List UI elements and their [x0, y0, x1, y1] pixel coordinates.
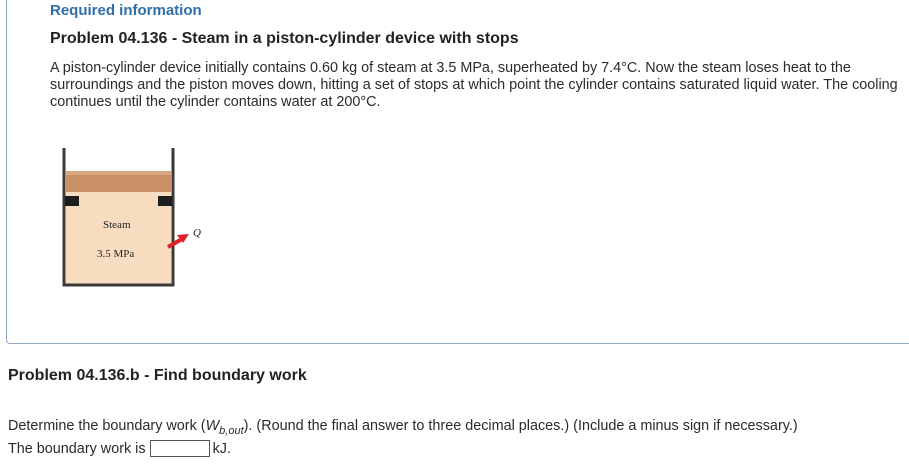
required-info-heading: Required information — [50, 2, 202, 19]
right-stop — [158, 196, 172, 206]
question-prefix: Determine the boundary work ( — [8, 418, 206, 434]
piston-cylinder-figure — [56, 146, 216, 291]
work-subscript: b,out — [219, 424, 244, 437]
part-title: Problem 04.136.b - Find boundary work — [8, 367, 307, 384]
answer-unit: kJ. — [212, 440, 231, 457]
problem-title: Problem 04.136 - Steam in a piston-cylinder device with stops — [50, 30, 519, 47]
piston-highlight — [66, 171, 171, 175]
steam-region — [66, 192, 171, 284]
left-stop — [65, 196, 79, 206]
question-suffix: ). (Round the final answer to three decimal places.) (Include a minus sign if necessary.) — [243, 418, 798, 434]
steam-label: Steam — [103, 219, 131, 231]
question-text — [8, 418, 798, 437]
answer-line — [8, 440, 231, 457]
boundary-work-input[interactable] — [150, 440, 210, 457]
problem-description: A piston-cylinder device initially contains 0.60 kg of steam at 3.5 MPa, superheated by 7.4°C. Now the steam loses heat to the surroundings and the piston moves down, hitting a set of stops at which point the cylinder contains saturated liquid water. The cooling continues until the cylinder contains water at 200°C. — [50, 60, 898, 110]
answer-prefix: The boundary work is — [8, 440, 146, 457]
piston-cylinder-diagram — [56, 146, 216, 291]
pressure-label: 3.5 MPa — [97, 248, 135, 260]
work-symbol: W — [205, 418, 220, 434]
heat-label: Q — [193, 227, 201, 239]
